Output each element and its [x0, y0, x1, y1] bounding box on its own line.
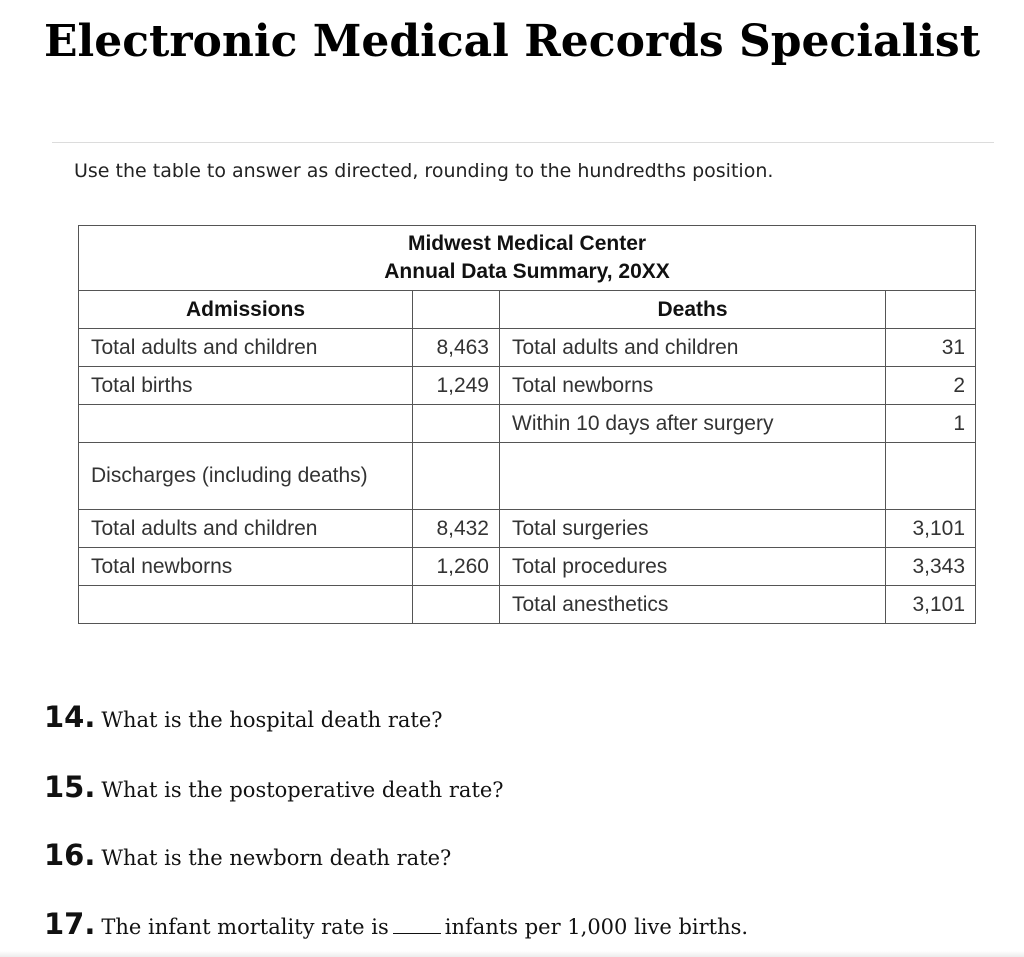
question-15: [44, 770, 504, 804]
table-caption: [79, 226, 976, 291]
header-spacer: [413, 291, 500, 329]
page-title: Electronic Medical Records Specialist: [44, 16, 981, 67]
table-caption-subtitle: Annual Data Summary, 20XX: [384, 260, 670, 283]
row-label: Total adults and children: [79, 329, 413, 367]
row-label: Total surgeries: [500, 510, 886, 548]
row-label: Total newborns: [79, 548, 413, 586]
header-spacer: [886, 291, 976, 329]
question-number: 16.: [44, 838, 96, 872]
row-value: 2: [886, 367, 976, 405]
question-text-before: The infant mortality rate is: [101, 915, 389, 939]
question-16: [44, 838, 451, 872]
table-row: [79, 367, 976, 405]
row-value: 1,260: [413, 548, 500, 586]
row-value: 1,249: [413, 367, 500, 405]
question-number: 14.: [44, 700, 96, 734]
row-value: 8,432: [413, 510, 500, 548]
row-label: Total births: [79, 367, 413, 405]
row-value: [886, 443, 976, 510]
table-row: [79, 510, 976, 548]
table-row: [79, 405, 976, 443]
instructions-text: Use the table to answer as directed, rounding to the hundredths position.: [74, 160, 774, 182]
question-17: [44, 907, 748, 941]
table-caption-title: Midwest Medical Center: [407, 232, 647, 255]
table-row: [79, 548, 976, 586]
row-label: Within 10 days after surgery: [500, 405, 886, 443]
row-label: Total adults and children: [500, 329, 886, 367]
row-value: 31: [886, 329, 976, 367]
row-label: [79, 405, 413, 443]
row-value: [413, 443, 500, 510]
row-value: [413, 586, 500, 624]
data-summary-table: [78, 225, 976, 624]
answer-blank[interactable]: [393, 915, 441, 934]
row-value: 8,463: [413, 329, 500, 367]
question-text: What is the hospital death rate?: [101, 708, 443, 732]
table-caption-row: [79, 226, 976, 291]
table-row: [79, 443, 976, 510]
row-label: Total anesthetics: [500, 586, 886, 624]
divider: [52, 142, 994, 143]
row-label: Total newborns: [500, 367, 886, 405]
admissions-header: Admissions: [79, 291, 413, 329]
table-header-row: [79, 291, 976, 329]
question-number: 15.: [44, 770, 96, 804]
question-text-after: infants per 1,000 live births.: [444, 915, 749, 939]
question-number: 17.: [44, 907, 96, 941]
table-row: [79, 329, 976, 367]
row-value: 3,343: [886, 548, 976, 586]
row-value: 3,101: [886, 510, 976, 548]
row-label: Total adults and children: [79, 510, 413, 548]
question-text: What is the newborn death rate?: [101, 846, 452, 870]
row-label: Total procedures: [500, 548, 886, 586]
row-value: [413, 405, 500, 443]
row-label: [500, 443, 886, 510]
table-row: [79, 586, 976, 624]
deaths-header: Deaths: [500, 291, 886, 329]
row-value: 3,101: [886, 586, 976, 624]
question-text: What is the postoperative death rate?: [101, 778, 504, 802]
discharges-label: Discharges (including deaths): [79, 443, 413, 510]
row-value: 1: [886, 405, 976, 443]
question-14: [44, 700, 443, 734]
row-label: [79, 586, 413, 624]
page-bottom-edge: [0, 951, 1024, 957]
